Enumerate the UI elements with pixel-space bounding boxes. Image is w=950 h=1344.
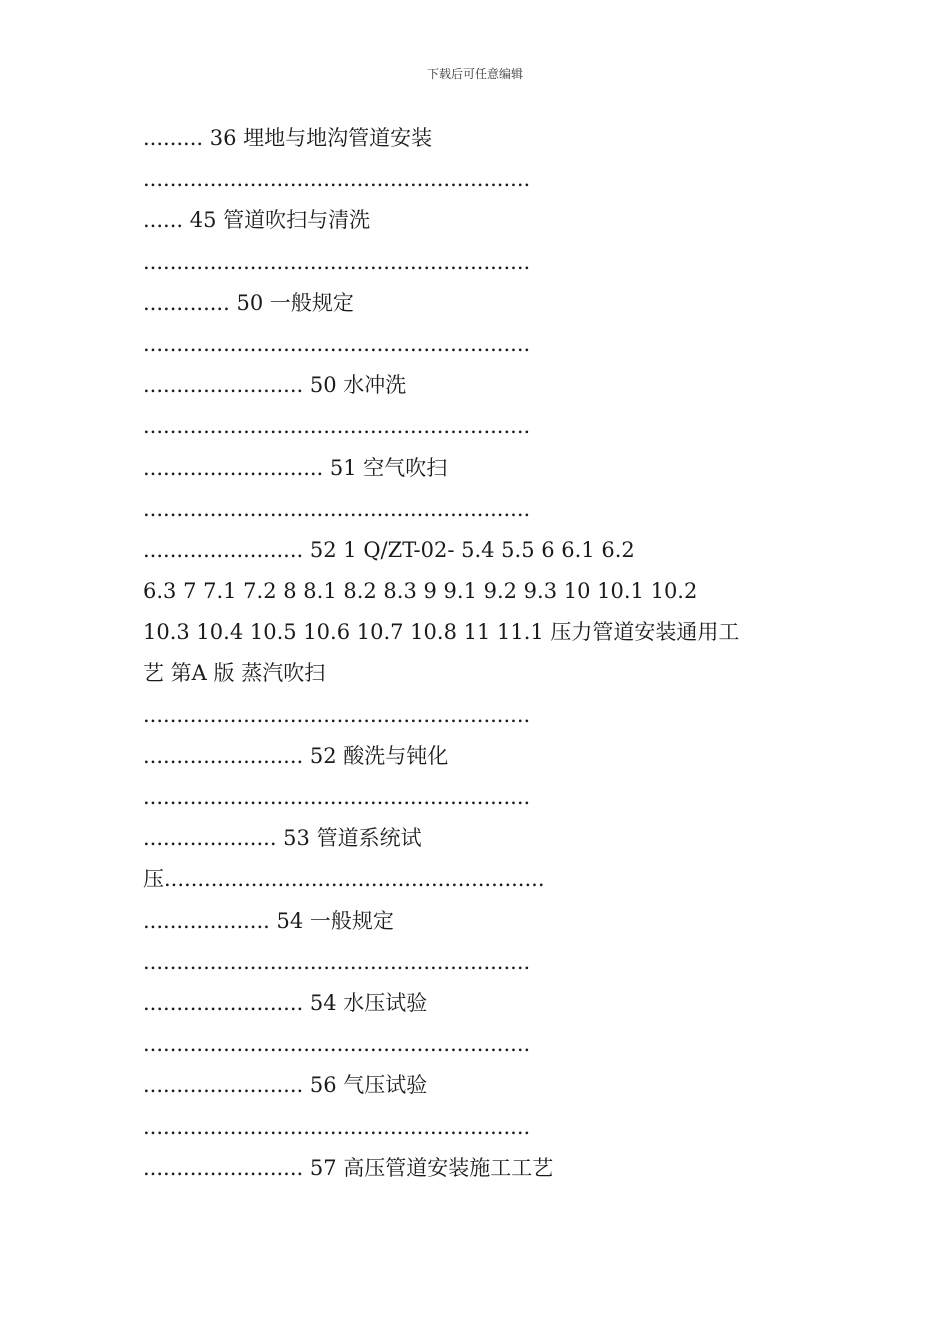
toc-line: ........................ 54 水压试验 — [143, 990, 428, 1015]
toc-line: ........................ 56 气压试验 — [143, 1073, 428, 1098]
toc-line: 压......................................................... — [143, 867, 545, 892]
toc-line: .......................................................... — [143, 702, 531, 727]
toc-line: .......................................................... — [143, 1032, 531, 1057]
toc-line: ........................ 50 水冲洗 — [143, 373, 407, 398]
toc-line: ................... 54 一般规定 — [143, 908, 394, 933]
toc-line: 6.3 7 7.1 7.2 8 8.1 8.2 8.3 9 9.1 9.2 9.3 10 10.1 10.2 — [143, 579, 698, 604]
toc-line: .......................................................... — [143, 167, 531, 192]
toc-line: .......................................................... — [143, 1114, 531, 1139]
toc-line: ........................ 52 1 Q/ZT-02- 5.4 5.5 6 6.1 6.2 — [143, 537, 635, 562]
toc-line: .......................................................... — [143, 785, 531, 809]
toc-line: 艺 第A 版 蒸汽吹扫 — [143, 661, 326, 686]
toc-line: .......................................................... — [143, 414, 531, 439]
toc-line: .......................................................... — [143, 249, 531, 274]
table-of-contents — [143, 118, 813, 1189]
toc-line: ......... 36 埋地与地沟管道安装 — [143, 126, 433, 150]
page-header: 下载后可任意编辑 — [426, 67, 523, 81]
toc-line: ........................... 51 空气吹扫 — [143, 455, 448, 480]
toc-line: 10.3 10.4 10.5 10.6 10.7 10.8 11 11.1 压力管道安装通用工 — [143, 620, 740, 645]
toc-line: ............. 50 一般规定 — [143, 290, 354, 315]
toc-line: .......................................................... — [143, 949, 531, 974]
toc-line: .......................................................... — [143, 331, 531, 356]
toc-line: .......................................................... — [143, 496, 531, 521]
toc-line: .................... 53 管道系统试 — [143, 826, 422, 851]
toc-line: ........................ 57 高压管道安装施工工艺 — [143, 1155, 554, 1180]
toc-line: ........................ 52 酸洗与钝化 — [143, 743, 449, 768]
toc-line: ...... 45 管道吹扫与清洗 — [143, 208, 371, 233]
